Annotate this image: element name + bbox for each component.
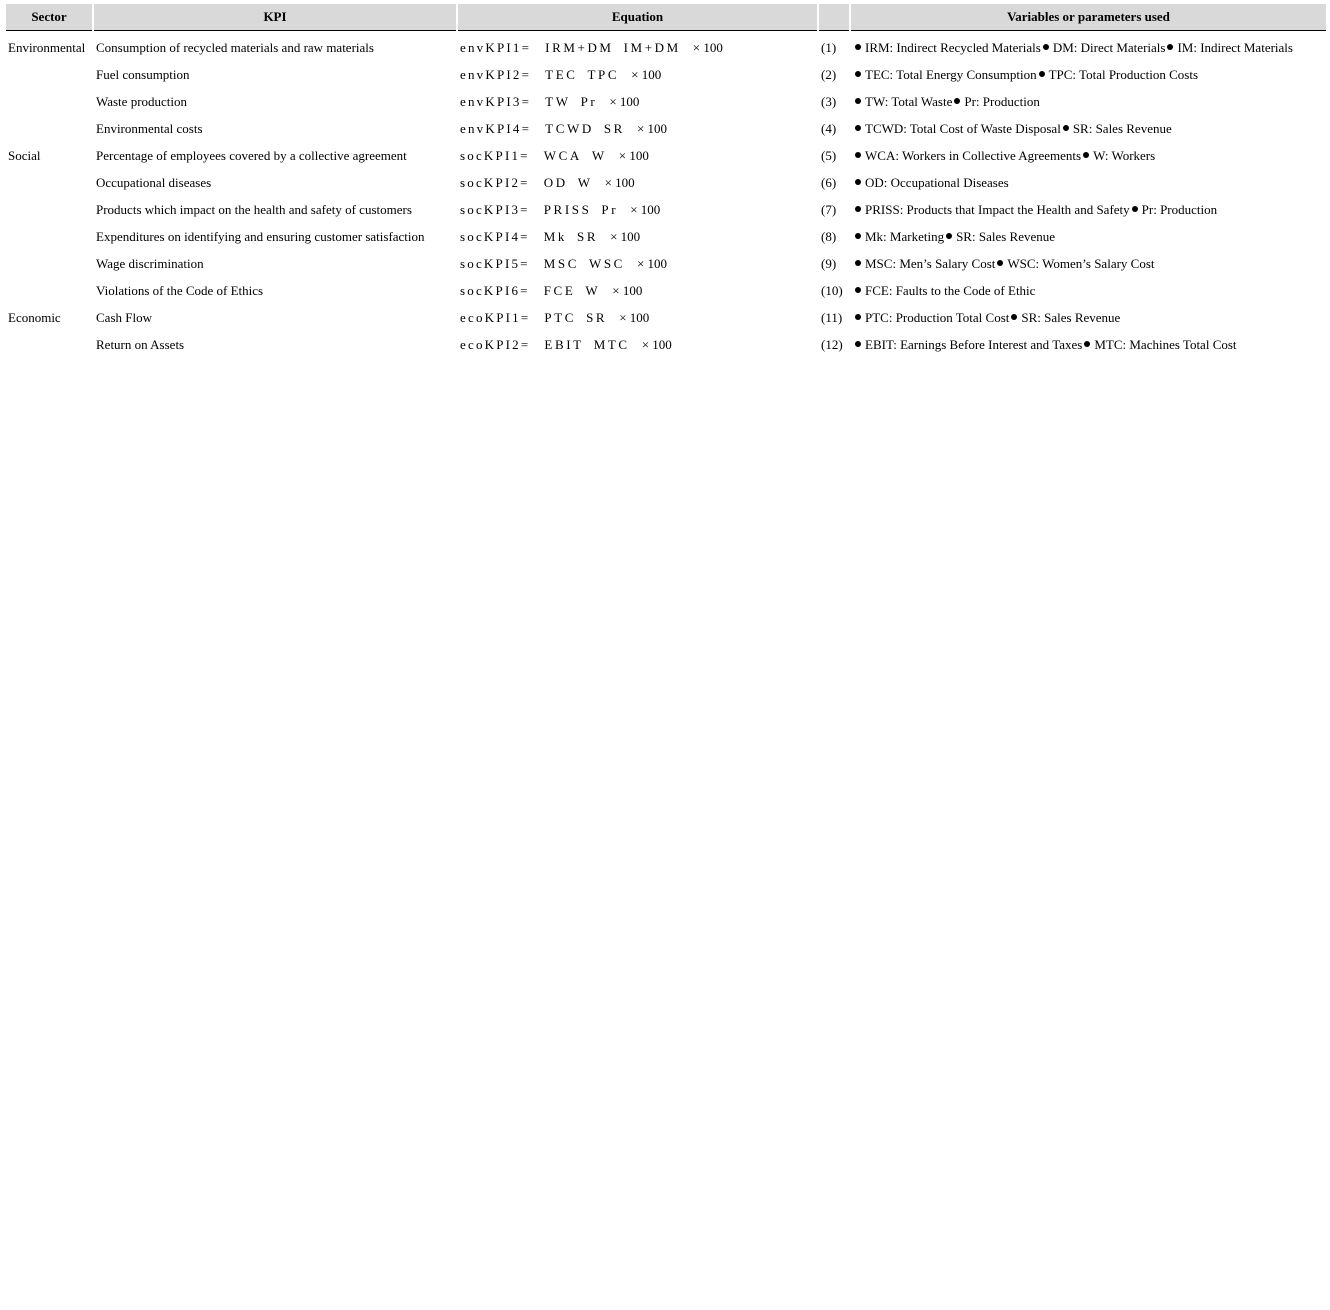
equation-number: (7) — [821, 201, 837, 217]
variable-item: MTC: Machines Total Cost — [1094, 336, 1237, 352]
variables-cell — [851, 250, 1326, 277]
table-row — [6, 142, 1326, 169]
variable-item: SR: Sales Revenue — [1021, 309, 1121, 325]
equation-number: (4) — [821, 120, 837, 136]
variables-cell — [851, 223, 1326, 250]
equation-number: (8) — [821, 228, 837, 244]
equation-numerator: MSC — [543, 255, 579, 271]
variables-cell — [851, 277, 1326, 304]
table-row — [6, 223, 1326, 250]
kpi-cell: Products which impact on the health and safety of customers — [96, 201, 412, 217]
bullet-icon — [855, 206, 861, 212]
kpi-cell: Fuel consumption — [96, 66, 190, 82]
equation-multiplier: × 100 — [631, 66, 662, 82]
variables-cell — [851, 169, 1326, 196]
equation-denominator: W — [591, 147, 607, 163]
equation-lhs: socKPI4= — [460, 228, 530, 244]
table-body — [6, 31, 1326, 358]
equation-denominator: SR — [603, 120, 625, 136]
equation-denominator: W — [585, 282, 601, 298]
variable-item: WCA: Workers in Collective Agreements — [865, 147, 1082, 163]
table-row — [6, 61, 1326, 88]
variable-item: SR: Sales Revenue — [956, 228, 1056, 244]
variable-item: PTC: Production Total Cost — [865, 309, 1010, 325]
equation-multiplier: × 100 — [619, 309, 650, 325]
bullet-icon — [1063, 125, 1069, 131]
equation-denominator: TPC — [587, 66, 620, 82]
variable-item: Pr: Production — [1141, 201, 1218, 217]
equation-lhs: envKPI1= — [460, 39, 532, 55]
bullet-icon — [946, 233, 952, 239]
equation-cell — [458, 115, 817, 142]
sector-cell — [6, 223, 92, 250]
equation-lhs: envKPI4= — [460, 120, 532, 136]
kpi-cell: Return on Assets — [96, 336, 185, 352]
sector-cell — [6, 331, 92, 358]
equation-multiplier: × 100 — [604, 174, 635, 190]
sector-cell — [6, 196, 92, 223]
equation-denominator: SR — [586, 309, 608, 325]
equation-multiplier: × 100 — [612, 282, 643, 298]
equation-numerator: TW — [545, 93, 571, 109]
table-header — [6, 4, 1326, 31]
equation-lhs: ecoKPI1= — [460, 309, 531, 325]
equation-cell — [458, 331, 817, 358]
variable-item: MSC: Men’s Salary Cost — [865, 255, 996, 271]
sector-cell — [6, 115, 92, 142]
equation-denominator: Pr — [601, 201, 619, 217]
table-row — [6, 115, 1326, 142]
equation-lhs: socKPI5= — [460, 255, 530, 271]
bullet-icon — [1039, 71, 1045, 77]
equation-cell — [458, 169, 817, 196]
equation-lhs: envKPI3= — [460, 93, 532, 109]
variable-item: IM: Indirect Materials — [1177, 39, 1293, 55]
header-number — [819, 4, 849, 31]
equation-cell — [458, 142, 817, 169]
variables-cell — [851, 331, 1326, 358]
variable-item: W: Workers — [1093, 147, 1156, 163]
variables-cell — [851, 88, 1326, 115]
kpi-cell: Cash Flow — [96, 309, 152, 325]
kpi-table — [4, 4, 1328, 358]
equation-denominator: IM+DM — [623, 39, 681, 55]
kpi-cell: Consumption of recycled materials and raw materials — [96, 39, 374, 55]
equation-lhs: socKPI1= — [460, 147, 530, 163]
variable-item: TEC: Total Energy Consumption — [865, 66, 1037, 82]
variable-item: TPC: Total Production Costs — [1048, 66, 1199, 82]
variable-item: Pr: Production — [964, 93, 1040, 109]
sector-cell: Social — [8, 147, 41, 163]
equation-lhs: socKPI2= — [460, 174, 530, 190]
table-row — [6, 304, 1326, 331]
equation-number: (1) — [821, 39, 837, 55]
equation-denominator: SR — [576, 228, 599, 244]
table-row — [6, 250, 1326, 277]
sector-cell — [6, 277, 92, 304]
equation-numerator: TCWD — [545, 120, 594, 136]
variables-cell — [851, 115, 1326, 142]
variable-item: DM: Direct Materials — [1052, 39, 1166, 55]
equation-lhs: socKPI3= — [460, 201, 530, 217]
table-row — [6, 331, 1326, 358]
kpi-cell: Expenditures on identifying and ensuring customer satisfaction — [96, 228, 425, 244]
equation-numerator: IRM+DM — [545, 39, 614, 55]
bullet-icon — [855, 287, 861, 293]
equation-number: (5) — [821, 147, 837, 163]
table-row — [6, 277, 1326, 304]
header-kpi: KPI — [94, 4, 456, 31]
bullet-icon — [1132, 206, 1138, 212]
variables-cell — [851, 142, 1326, 169]
equation-lhs: envKPI2= — [460, 66, 532, 82]
equation-number: (2) — [821, 66, 837, 82]
equation-number: (6) — [821, 174, 837, 190]
bullet-icon — [855, 260, 861, 266]
variables-cell — [851, 304, 1326, 331]
equation-cell — [458, 304, 817, 331]
kpi-cell: Occupational diseases — [96, 174, 212, 190]
bullet-icon — [1083, 152, 1089, 158]
variable-item: TW: Total Waste — [865, 93, 953, 109]
header-row — [6, 4, 1326, 31]
variables-cell — [851, 196, 1326, 223]
table-row — [6, 169, 1326, 196]
bullet-icon — [997, 260, 1003, 266]
bullet-icon — [855, 179, 861, 185]
equation-cell — [458, 31, 817, 61]
variable-item: TCWD: Total Cost of Waste Disposal — [865, 120, 1061, 136]
equation-number: (12) — [821, 336, 843, 352]
table-row — [6, 196, 1326, 223]
sector-cell — [6, 61, 92, 88]
variable-item: Mk: Marketing — [865, 228, 945, 244]
equation-numerator: FCE — [543, 282, 576, 298]
bullet-icon — [855, 341, 861, 347]
bullet-icon — [855, 98, 861, 104]
kpi-cell: Wage discrimination — [96, 255, 204, 271]
variable-item: SR: Sales Revenue — [1072, 120, 1172, 136]
equation-multiplier: × 100 — [692, 39, 723, 55]
equation-numerator: WCA — [543, 147, 582, 163]
variable-item: FCE: Faults to the Code of Ethic — [865, 282, 1036, 298]
bullet-icon — [855, 125, 861, 131]
kpi-cell: Environmental costs — [96, 120, 203, 136]
equation-multiplier: × 100 — [618, 147, 649, 163]
equation-number: (3) — [821, 93, 837, 109]
equation-multiplier: × 100 — [610, 228, 641, 244]
sector-cell — [6, 250, 92, 277]
bullet-icon — [1084, 341, 1090, 347]
bullet-icon — [855, 233, 861, 239]
equation-denominator: Pr — [580, 93, 598, 109]
equation-numerator: EBIT — [544, 336, 584, 352]
variables-cell — [851, 31, 1326, 61]
equation-number: (11) — [821, 309, 843, 325]
bullet-icon — [855, 71, 861, 77]
kpi-cell: Waste production — [96, 93, 188, 109]
sector-cell: Economic — [8, 309, 61, 325]
bullet-icon — [1167, 44, 1173, 50]
equation-numerator: Mk — [543, 228, 567, 244]
equation-number: (10) — [821, 282, 843, 298]
kpi-cell: Percentage of employees covered by a collective agreement — [96, 147, 407, 163]
equation-multiplier: × 100 — [630, 201, 661, 217]
header-sector: Sector — [6, 4, 92, 31]
header-variables: Variables or parameters used — [851, 4, 1326, 31]
sector-cell: Environmental — [8, 39, 86, 55]
equation-multiplier: × 100 — [636, 255, 668, 271]
bullet-icon — [1043, 44, 1049, 50]
variable-item: EBIT: Earnings Before Interest and Taxes — [865, 336, 1083, 352]
table-row — [6, 88, 1326, 115]
bullet-icon — [1011, 314, 1017, 320]
variable-item: PRISS: Products that Impact the Health and Safety — [865, 201, 1130, 217]
sector-cell — [6, 169, 92, 196]
equation-multiplier: × 100 — [636, 120, 668, 136]
equation-denominator: WSC — [588, 255, 625, 271]
variable-item: IRM: Indirect Recycled Materials — [865, 39, 1041, 55]
equation-multiplier: × 100 — [641, 336, 672, 352]
equation-cell — [458, 223, 817, 250]
equation-denominator: MTC — [593, 336, 630, 352]
equation-cell — [458, 277, 817, 304]
header-equation: Equation — [458, 4, 817, 31]
equation-cell — [458, 196, 817, 223]
bullet-icon — [855, 152, 861, 158]
bullet-icon — [954, 98, 960, 104]
variable-item: OD: Occupational Diseases — [865, 174, 1009, 190]
equation-numerator: OD — [543, 174, 568, 190]
equation-numerator: TEC — [545, 66, 578, 82]
bullet-icon — [855, 44, 861, 50]
equation-denominator: W — [577, 174, 593, 190]
equation-numerator: PRISS — [543, 201, 592, 217]
equation-cell — [458, 250, 817, 277]
table-row — [6, 31, 1326, 61]
equation-multiplier: × 100 — [609, 93, 640, 109]
bullet-icon — [855, 314, 861, 320]
variable-item: WSC: Women’s Salary Cost — [1007, 255, 1155, 271]
equation-number: (9) — [821, 255, 837, 271]
equation-lhs: ecoKPI2= — [460, 336, 531, 352]
kpi-cell: Violations of the Code of Ethics — [96, 282, 264, 298]
equation-cell — [458, 61, 817, 88]
equation-lhs: socKPI6= — [460, 282, 530, 298]
equation-numerator: PTC — [544, 309, 577, 325]
equation-cell — [458, 88, 817, 115]
sector-cell — [6, 88, 92, 115]
variables-cell — [851, 61, 1326, 88]
